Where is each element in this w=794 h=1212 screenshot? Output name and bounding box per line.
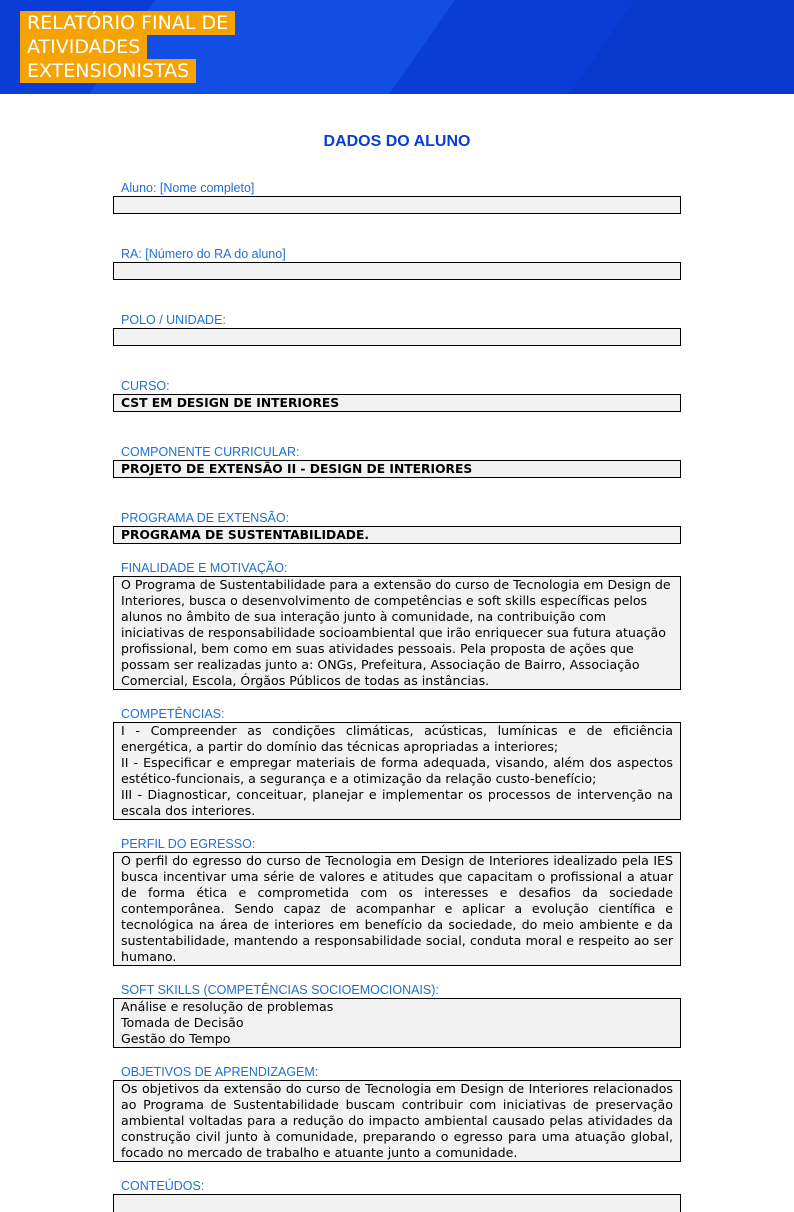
aluno-label: Aluno: [Nome completo] — [121, 181, 255, 195]
objetivos-label: OBJETIVOS DE APRENDIZAGEM: — [121, 1065, 319, 1079]
polo-label: POLO / UNIDADE: — [121, 313, 226, 327]
student-data-form — [113, 180, 681, 1212]
finalidade-label: FINALIDADE E MOTIVAÇÃO: — [121, 561, 288, 575]
competencia-item: III - Diagnosticar, conceituar, planejar e implementar os processos de intervenção na escala dos interiores. — [121, 787, 673, 818]
conteudos-label: CONTEÚDOS: — [121, 1179, 205, 1193]
curso-value: CST EM DESIGN DE INTERIORES — [113, 394, 681, 412]
field-ra — [113, 246, 681, 280]
ra-input[interactable] — [113, 262, 681, 280]
polo-input[interactable] — [113, 328, 681, 346]
field-objetivos — [113, 1064, 681, 1162]
competencia-item: II - Especificar e empregar materiais de forma adequada, visando, além dos aspectos estético-funcionais, a segurança e a otimização da relação custo-benefício; — [121, 755, 673, 786]
field-finalidade — [113, 560, 681, 690]
header-stripe-dark — [551, 0, 794, 94]
programa-label: PROGRAMA DE EXTENSÃO: — [121, 511, 290, 525]
programa-value: PROGRAMA DE SUSTENTABILIDADE. — [113, 526, 681, 544]
soft-skill-item: Gestão do Tempo — [121, 1031, 231, 1046]
field-soft-skills — [113, 982, 681, 1048]
componente-value: PROJETO DE EXTENSÃO II - DESIGN DE INTERIORES — [113, 460, 681, 478]
field-competencias — [113, 706, 681, 820]
field-conteudos — [113, 1178, 681, 1212]
field-componente — [113, 444, 681, 478]
perfil-label: PERFIL DO EGRESSO: — [121, 837, 256, 851]
field-perfil — [113, 836, 681, 966]
header-title-line-1: RELATÓRIO FINAL DE — [20, 11, 235, 35]
componente-label: COMPONENTE CURRICULAR: — [121, 445, 300, 459]
soft-skill-item: Análise e resolução de problemas — [121, 999, 334, 1014]
objetivos-value: Os objetivos da extensão do curso de Tecnologia em Design de Interiores relacionados ao Programa de Sustentabilidade buscam contribuir com iniciativas de preservação ambiental voltadas para a redução do impacto ambiental causado pelas atividades da construção civil junto à comunidade, preparando o egresso para uma atuação global, focado no mercado de trabalho e atuante junto a comunidade. — [113, 1080, 681, 1162]
soft-skill-item: Tomada de Decisão — [121, 1015, 244, 1030]
page-header — [0, 0, 794, 94]
ra-label: RA: [Número do RA do aluno] — [121, 247, 286, 261]
field-aluno — [113, 180, 681, 214]
soft-skills-value — [113, 998, 681, 1048]
field-curso — [113, 378, 681, 412]
competencias-value — [113, 722, 681, 820]
field-programa — [113, 510, 681, 544]
header-title-line-3: EXTENSIONISTAS — [20, 59, 196, 83]
perfil-value: O perfil do egresso do curso de Tecnologia em Design de Interiores idealizado pela IES busca incentivar uma série de valores e atitudes que capacitam o profissional a atuar de forma ética e comprometida com os interesses e desafios da sociedade contemporânea. Sendo capaz de acompanhar e aplicar a evolução científica e tecnológica na área de interiores em benefício da sociedade, do meio ambiente e da sustentabilidade, mantendo a responsabilidade social, conduta moral e respeito ao ser humano. — [113, 852, 681, 966]
section-title: DADOS DO ALUNO — [323, 133, 471, 150]
soft-skills-label: SOFT SKILLS (COMPETÊNCIAS SOCIOEMOCIONAIS): — [121, 983, 439, 997]
curso-label: CURSO: — [121, 379, 170, 393]
field-polo — [113, 312, 681, 346]
conteudos-value — [113, 1194, 681, 1212]
competencia-item: I - Compreender as condições climáticas, acústicas, lumínicas e de eficiência energética, a partir do domínio das técnicas apropriadas a interiores; — [121, 723, 673, 754]
finalidade-value: O Programa de Sustentabilidade para a extensão do curso de Tecnologia em Design de Interiores, busca o desenvolvimento de competências e soft skills específicas pelos alunos no âmbito de sua interação junto à comunidade, na contribuição com iniciativas de responsabilidade socioambiental que irão enriquecer sua futura atuação profissional, bem como em suas atividades pessoais. Pela proposta de ações que possam ser realizadas junto a: ONGs, Prefeitura, Associação de Bairro, Associação Comercial, Escola, Órgãos Públicos de todas as instâncias. — [113, 576, 681, 690]
header-title-line-2: ATIVIDADES — [20, 35, 147, 59]
aluno-input[interactable] — [113, 196, 681, 214]
competencias-label: COMPETÊNCIAS: — [121, 707, 225, 721]
